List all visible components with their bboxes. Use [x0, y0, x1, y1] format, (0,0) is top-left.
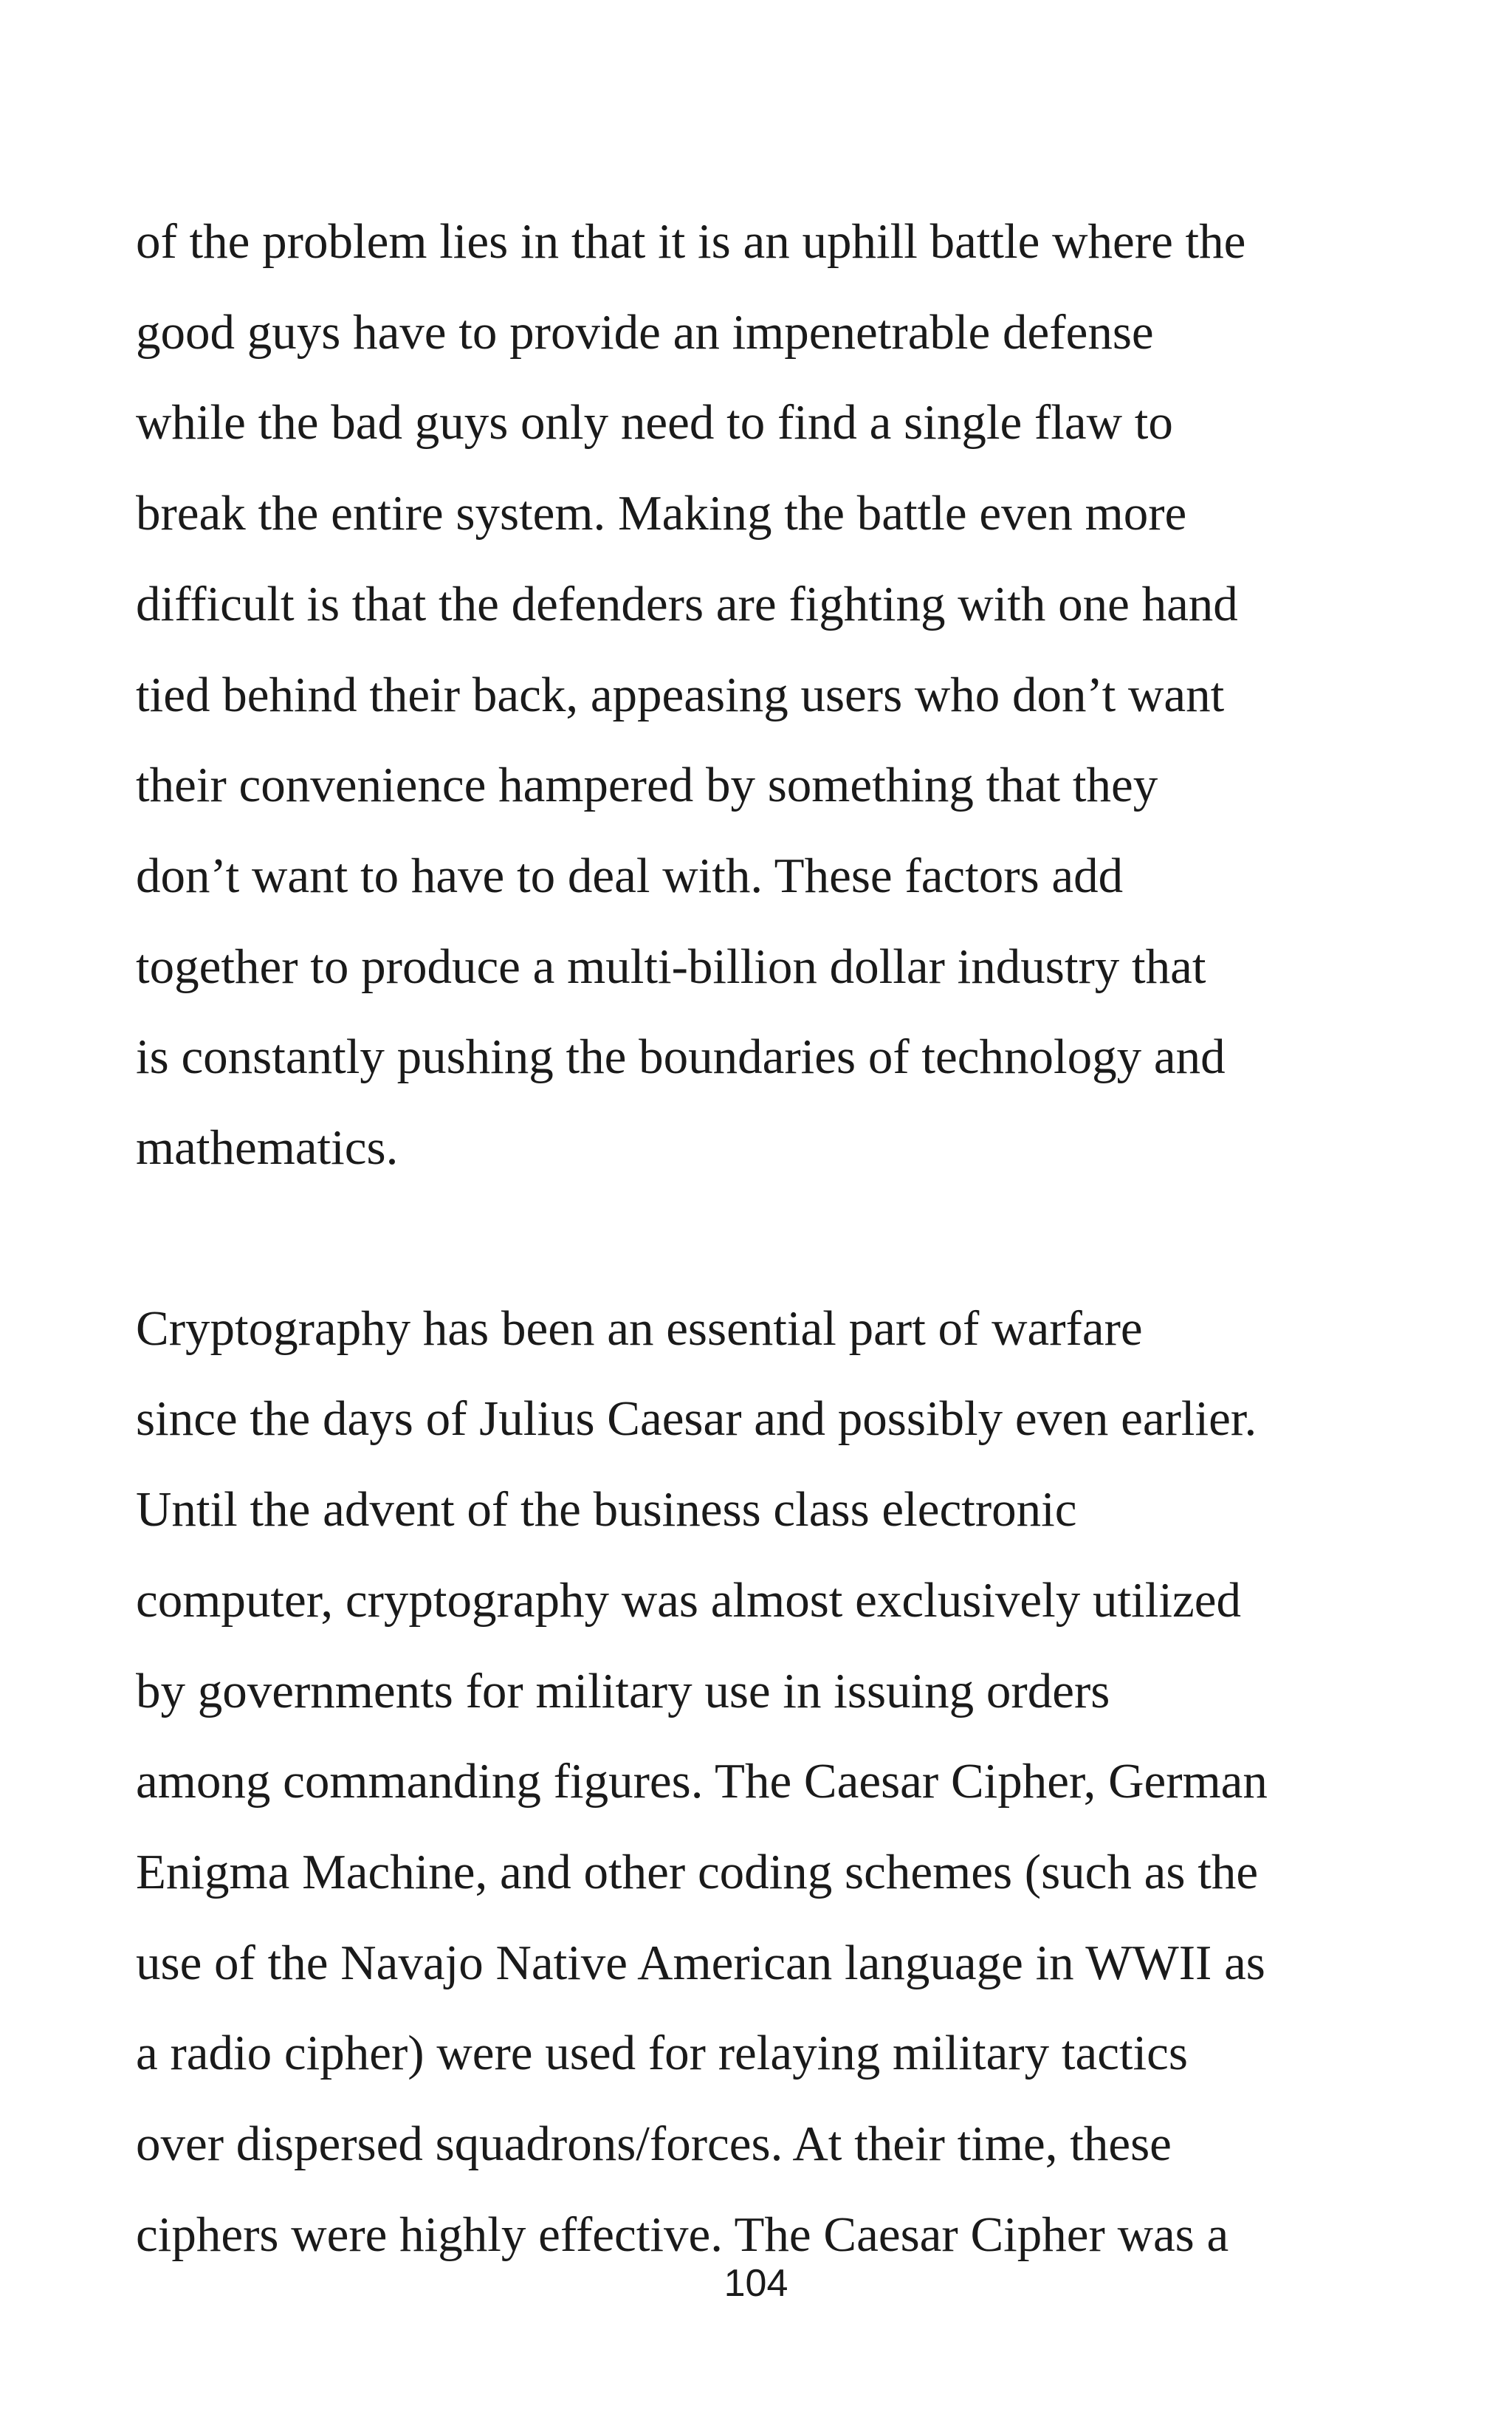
text-line: since the days of Julius Caesar and possibly even earlier. [136, 1391, 1257, 1447]
text-line: ciphers were highly effective. The Caesar Cipher was a [136, 2207, 1229, 2262]
text-line: break the entire system. Making the battle even more [136, 486, 1187, 541]
paragraph-gap [136, 1193, 1406, 1283]
text-line: Enigma Machine, and other coding schemes (such as the [136, 1844, 1259, 1899]
text-line: together to produce a multi-billion dollar industry that [136, 939, 1206, 994]
text-line: mathematics. [136, 1120, 399, 1176]
text-line: their convenience hampered by something that they [136, 758, 1158, 813]
text-line: a radio cipher) were used for relaying military tactics [136, 2026, 1188, 2081]
text-line: Cryptography has been an essential part of warfare [136, 1300, 1143, 1356]
text-line: tied behind their back, appeasing users who don’t want [136, 667, 1225, 722]
text-line: while the bad guys only need to find a single flaw to [136, 395, 1173, 450]
text-line: of the problem lies in that it is an uphill battle where the [136, 214, 1246, 269]
text-line: Until the advent of the business class electronic [136, 1482, 1077, 1538]
body-text [136, 196, 1406, 2280]
text-line: difficult is that the defenders are fighting with one hand [136, 576, 1238, 631]
text-line: good guys have to provide an impenetrable defense [136, 304, 1154, 360]
text-line: use of the Navajo Native American language in WWII as [136, 1935, 1265, 1990]
text-line: computer, cryptography was almost exclusively utilized [136, 1572, 1241, 1628]
text-line: by governments for military use in issuing orders [136, 1663, 1110, 1718]
text-line: don’t want to have to deal with. These factors add [136, 848, 1124, 903]
paragraph-1 [136, 196, 1406, 1193]
text-line: among commanding figures. The Caesar Cipher, German [136, 1754, 1268, 1809]
page-number: 104 [724, 2262, 788, 2305]
text-line: over dispersed squadrons/forces. At their time, these [136, 2116, 1172, 2172]
paragraph-2 [136, 1283, 1406, 2280]
text-line: is constantly pushing the boundaries of technology and [136, 1029, 1226, 1085]
